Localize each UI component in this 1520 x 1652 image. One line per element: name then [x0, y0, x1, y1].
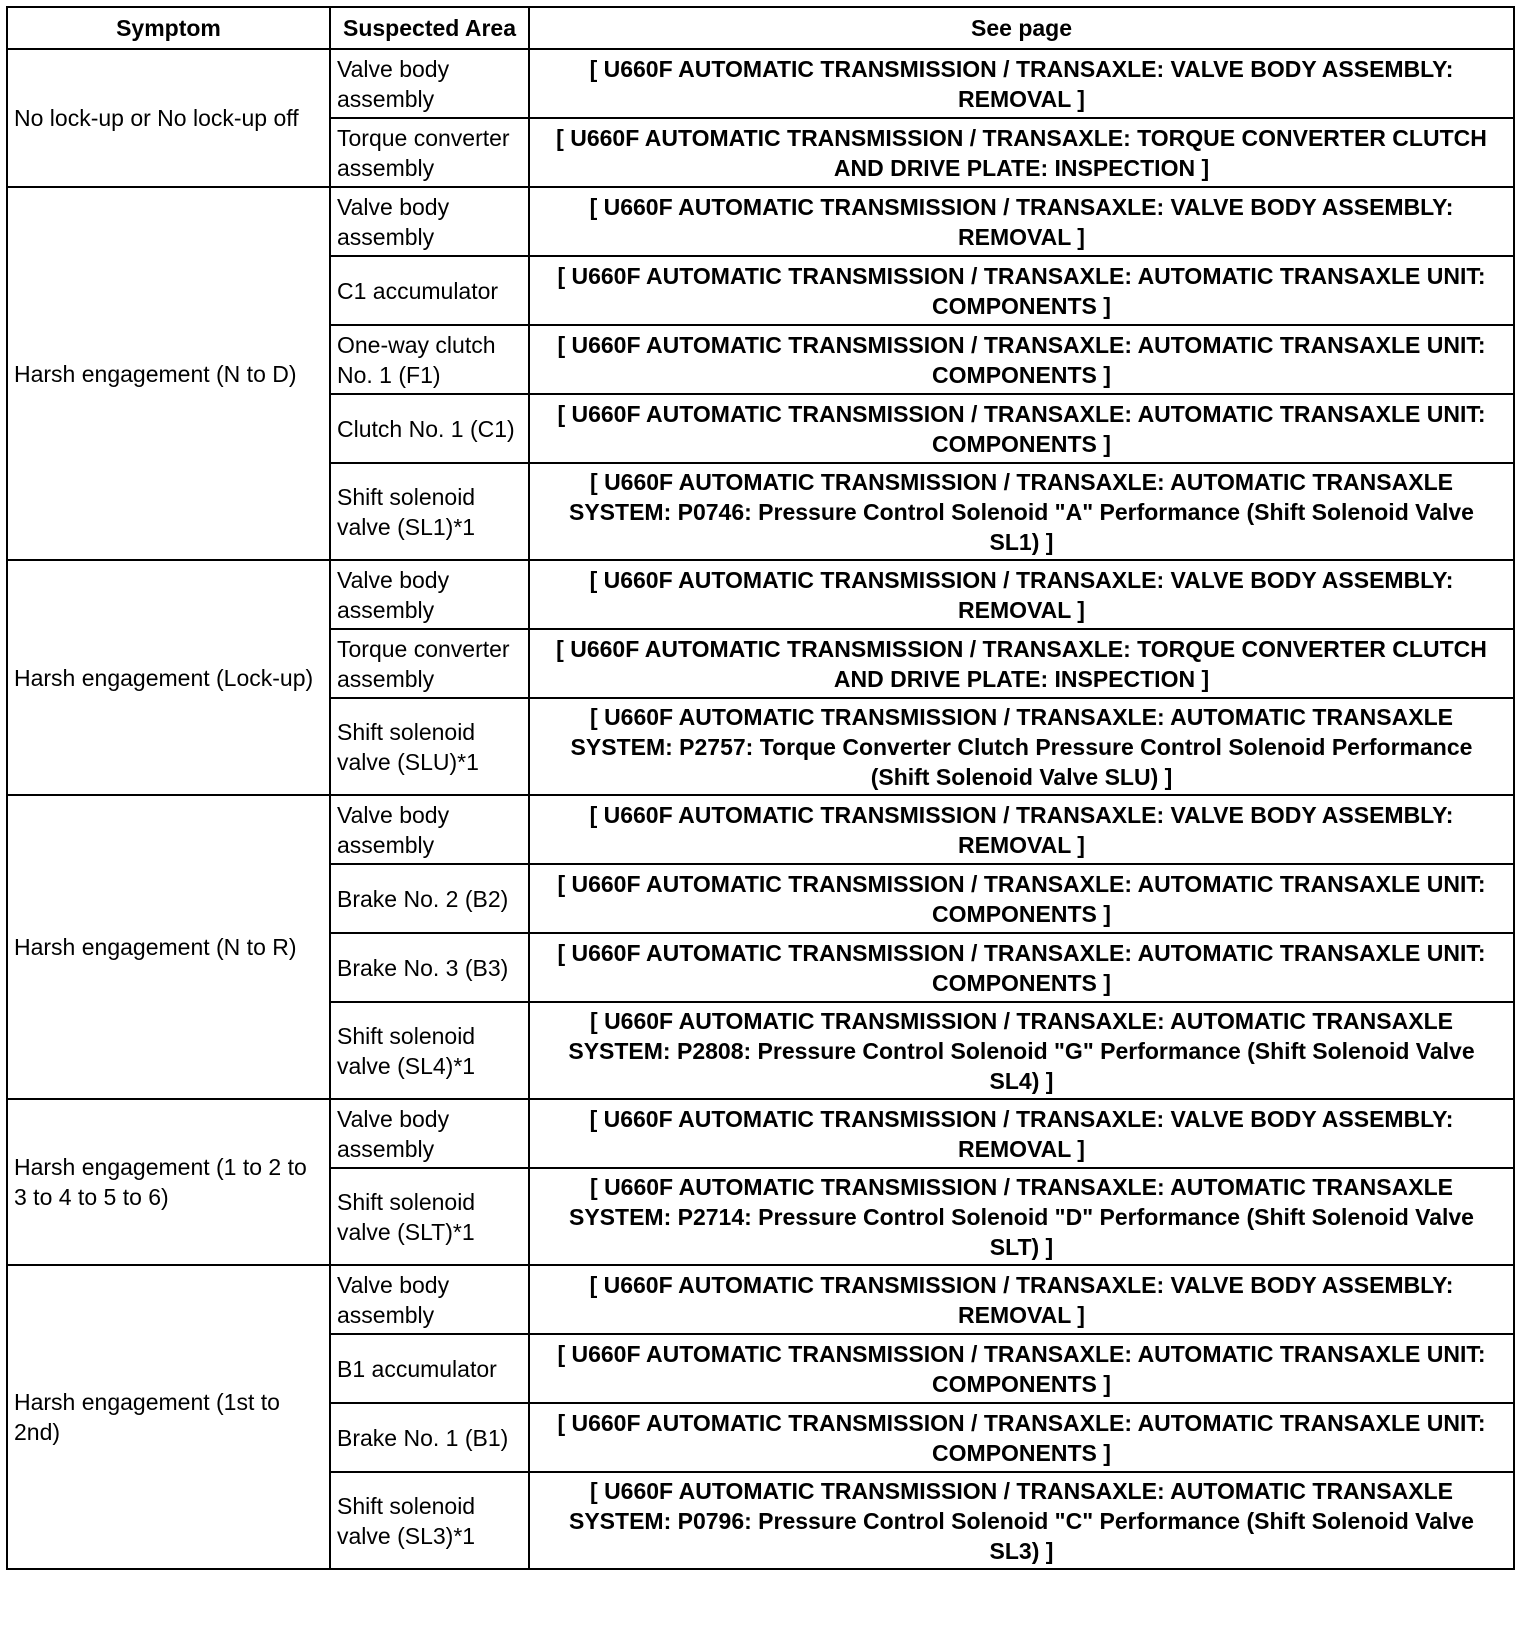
table-row: [7, 560, 1514, 629]
table-row: [7, 1099, 1514, 1168]
table-body: [7, 49, 1514, 1569]
suspected-area-cell: Valve body assembly: [330, 187, 529, 256]
see-page-link[interactable]: [ U660F AUTOMATIC TRANSMISSION / TRANSAXLE: AUTOMATIC TRANSAXLE UNIT: COMPONENTS ]: [529, 394, 1514, 463]
header-row: [7, 7, 1514, 49]
suspected-area-cell: Brake No. 3 (B3): [330, 933, 529, 1002]
see-page-link[interactable]: [ U660F AUTOMATIC TRANSMISSION / TRANSAXLE: AUTOMATIC TRANSAXLE UNIT: COMPONENTS ]: [529, 1334, 1514, 1403]
see-page-link[interactable]: [ U660F AUTOMATIC TRANSMISSION / TRANSAXLE: AUTOMATIC TRANSAXLE SYSTEM: P2808: Pressure Control Solenoid "G" Performance (Shift Solenoid Valve SL4) ]: [529, 1002, 1514, 1099]
suspected-area-cell: Torque converter assembly: [330, 118, 529, 187]
table-row: [7, 49, 1514, 118]
see-page-link[interactable]: [ U660F AUTOMATIC TRANSMISSION / TRANSAXLE: VALVE BODY ASSEMBLY: REMOVAL ]: [529, 1099, 1514, 1168]
see-page-link[interactable]: [ U660F AUTOMATIC TRANSMISSION / TRANSAXLE: VALVE BODY ASSEMBLY: REMOVAL ]: [529, 560, 1514, 629]
see-page-link[interactable]: [ U660F AUTOMATIC TRANSMISSION / TRANSAXLE: AUTOMATIC TRANSAXLE UNIT: COMPONENTS ]: [529, 325, 1514, 394]
symptom-cell: No lock-up or No lock-up off: [7, 49, 330, 187]
symptom-cell: Harsh engagement (1 to 2 to 3 to 4 to 5 to 6): [7, 1099, 330, 1265]
suspected-area-cell: Shift solenoid valve (SL3)*1: [330, 1472, 529, 1569]
see-page-link[interactable]: [ U660F AUTOMATIC TRANSMISSION / TRANSAXLE: AUTOMATIC TRANSAXLE SYSTEM: P0796: Pressure Control Solenoid "C" Performance (Shift Solenoid Valve SL3) ]: [529, 1472, 1514, 1569]
see-page-link[interactable]: [ U660F AUTOMATIC TRANSMISSION / TRANSAXLE: AUTOMATIC TRANSAXLE UNIT: COMPONENTS ]: [529, 256, 1514, 325]
suspected-area-cell: Brake No. 2 (B2): [330, 864, 529, 933]
see-page-link[interactable]: [ U660F AUTOMATIC TRANSMISSION / TRANSAXLE: TORQUE CONVERTER CLUTCH AND DRIVE PLATE: INSPECTION ]: [529, 118, 1514, 187]
symptom-cell: Harsh engagement (Lock-up): [7, 560, 330, 795]
see-page-link[interactable]: [ U660F AUTOMATIC TRANSMISSION / TRANSAXLE: TORQUE CONVERTER CLUTCH AND DRIVE PLATE: INSPECTION ]: [529, 629, 1514, 698]
suspected-area-cell: Shift solenoid valve (SLU)*1: [330, 698, 529, 795]
suspected-area-cell: Valve body assembly: [330, 795, 529, 864]
suspected-area-cell: One-way clutch No. 1 (F1): [330, 325, 529, 394]
header-symptom: Symptom: [7, 7, 330, 49]
see-page-link[interactable]: [ U660F AUTOMATIC TRANSMISSION / TRANSAXLE: AUTOMATIC TRANSAXLE SYSTEM: P0746: Pressure Control Solenoid "A" Performance (Shift Solenoid Valve SL1) ]: [529, 463, 1514, 560]
see-page-link[interactable]: [ U660F AUTOMATIC TRANSMISSION / TRANSAXLE: VALVE BODY ASSEMBLY: REMOVAL ]: [529, 1265, 1514, 1334]
troubleshooting-table: [6, 6, 1515, 1570]
suspected-area-cell: Brake No. 1 (B1): [330, 1403, 529, 1472]
suspected-area-cell: Shift solenoid valve (SL1)*1: [330, 463, 529, 560]
suspected-area-cell: Valve body assembly: [330, 49, 529, 118]
symptom-cell: Harsh engagement (N to R): [7, 795, 330, 1099]
see-page-link[interactable]: [ U660F AUTOMATIC TRANSMISSION / TRANSAXLE: VALVE BODY ASSEMBLY: REMOVAL ]: [529, 49, 1514, 118]
suspected-area-cell: Torque converter assembly: [330, 629, 529, 698]
table-row: [7, 187, 1514, 256]
table-row: [7, 795, 1514, 864]
suspected-area-cell: B1 accumulator: [330, 1334, 529, 1403]
see-page-link[interactable]: [ U660F AUTOMATIC TRANSMISSION / TRANSAXLE: AUTOMATIC TRANSAXLE SYSTEM: P2714: Pressure Control Solenoid "D" Performance (Shift Solenoid Valve SLT) ]: [529, 1168, 1514, 1265]
suspected-area-cell: Valve body assembly: [330, 1265, 529, 1334]
see-page-link[interactable]: [ U660F AUTOMATIC TRANSMISSION / TRANSAXLE: AUTOMATIC TRANSAXLE UNIT: COMPONENTS ]: [529, 1403, 1514, 1472]
suspected-area-cell: Valve body assembly: [330, 560, 529, 629]
see-page-link[interactable]: [ U660F AUTOMATIC TRANSMISSION / TRANSAXLE: AUTOMATIC TRANSAXLE UNIT: COMPONENTS ]: [529, 864, 1514, 933]
suspected-area-cell: C1 accumulator: [330, 256, 529, 325]
suspected-area-cell: Valve body assembly: [330, 1099, 529, 1168]
table-row: [7, 1265, 1514, 1334]
see-page-link[interactable]: [ U660F AUTOMATIC TRANSMISSION / TRANSAXLE: VALVE BODY ASSEMBLY: REMOVAL ]: [529, 795, 1514, 864]
header-see-page: See page: [529, 7, 1514, 49]
suspected-area-cell: Clutch No. 1 (C1): [330, 394, 529, 463]
see-page-link[interactable]: [ U660F AUTOMATIC TRANSMISSION / TRANSAXLE: AUTOMATIC TRANSAXLE UNIT: COMPONENTS ]: [529, 933, 1514, 1002]
header-suspected-area: Suspected Area: [330, 7, 529, 49]
suspected-area-cell: Shift solenoid valve (SL4)*1: [330, 1002, 529, 1099]
symptom-cell: Harsh engagement (N to D): [7, 187, 330, 560]
suspected-area-cell: Shift solenoid valve (SLT)*1: [330, 1168, 529, 1265]
see-page-link[interactable]: [ U660F AUTOMATIC TRANSMISSION / TRANSAXLE: AUTOMATIC TRANSAXLE SYSTEM: P2757: Torque Converter Clutch Pressure Control Solenoid Performance (Shift Solenoid Valve SLU) ]: [529, 698, 1514, 795]
see-page-link[interactable]: [ U660F AUTOMATIC TRANSMISSION / TRANSAXLE: VALVE BODY ASSEMBLY: REMOVAL ]: [529, 187, 1514, 256]
symptom-cell: Harsh engagement (1st to 2nd): [7, 1265, 330, 1569]
